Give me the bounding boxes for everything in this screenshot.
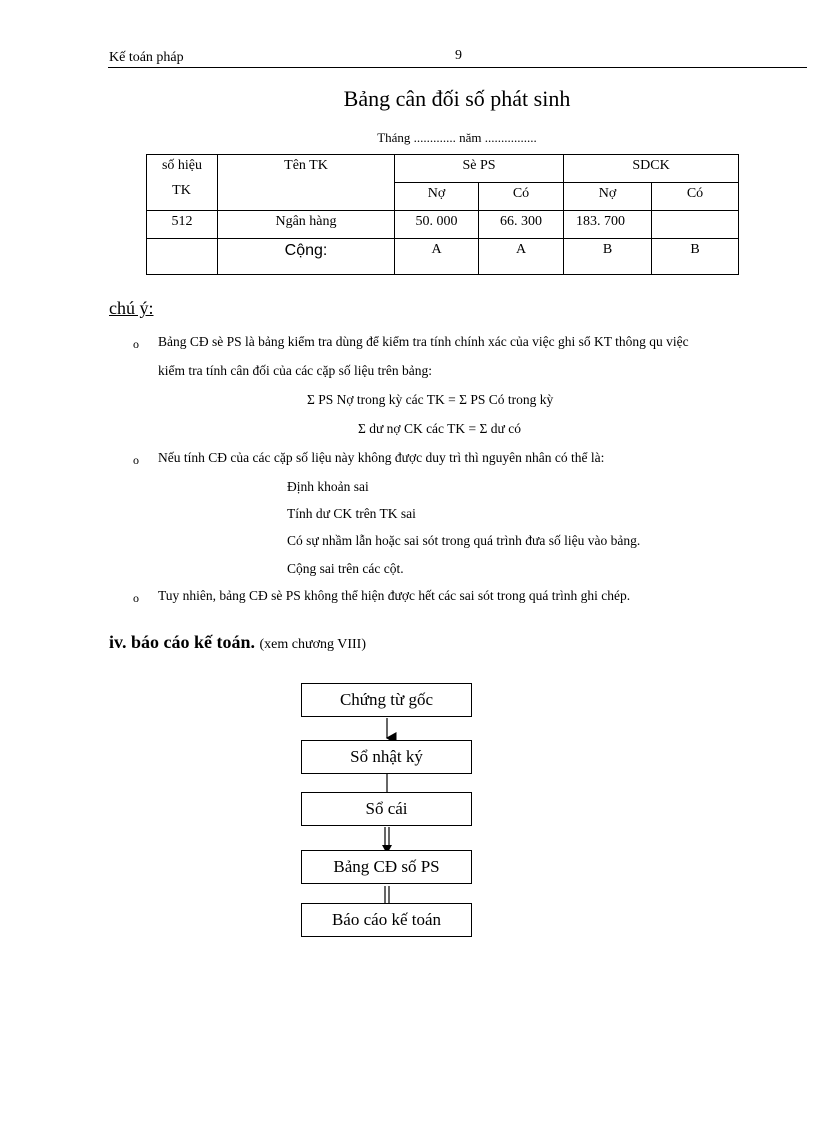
flow-box-trial-balance: Bảng CĐ số PS (301, 850, 472, 884)
period-line: Tháng ............. năm ................ (377, 130, 537, 145)
cell-ck-no: 183. 700 (564, 211, 652, 239)
note-heading: chú ý: (109, 298, 154, 318)
cause-item: Định khoản sai (287, 479, 369, 494)
flow-box-ledger: Sổ cái (301, 792, 472, 826)
page-title: Bảng cân đối số phát sinh (343, 86, 571, 111)
cause-item: Cộng sai trên các cột. (287, 561, 404, 576)
subheader-ps-no: Nợ (395, 183, 479, 211)
section-title: iv. báo cáo kế toán. (109, 632, 256, 652)
col-header-tentk: Tên TK (218, 155, 395, 211)
note-paragraph-1-line-2: kiểm tra tính cân đối của các cặp số liệu trên bảng: (158, 363, 433, 378)
bullet-icon: o (133, 337, 139, 351)
cell-total-ps-no: A (395, 239, 479, 275)
formula-1: Σ PS Nợ trong kỳ các TK = Σ PS Có trong kỳ (307, 392, 554, 407)
flow-box-financial-report: Báo cáo kế toán (301, 903, 472, 937)
cell-total-ck-no: B (564, 239, 652, 275)
subheader-ck-co: Có (652, 183, 739, 211)
formula-2: Σ dư nợ CK các TK = Σ dư có (358, 421, 521, 436)
flow-box-journal: Sổ nhật ký (301, 740, 472, 774)
running-header: Kế toán pháp (109, 50, 184, 65)
note-paragraph-3: Tuy nhiên, bảng CĐ sè PS không thể hiện được hết các sai sót trong quá trình ghi chép. (158, 588, 631, 603)
cell-ps-no: 50. 000 (395, 211, 479, 239)
cell-ps-co: 66. 300 (479, 211, 564, 239)
flow-box-source-documents: Chứng từ gốc (301, 683, 472, 717)
note-paragraph-1-line-1: Bảng CĐ sè PS là bảng kiểm tra dùng để kiểm tra tính chính xác của việc ghi sổ KT thông qu việc (158, 334, 689, 349)
cause-item: Có sự nhầm lẫn hoặc sai sót trong quá trình đưa số liệu vào bảng. (287, 533, 641, 548)
cell-total-ck-co: B (652, 239, 739, 275)
subheader-ck-no: Nợ (564, 183, 652, 211)
page-number: 9 (455, 48, 462, 63)
cell-total-ps-co: A (479, 239, 564, 275)
subheader-ps-co: Có (479, 183, 564, 211)
cell-sohieu: 512 (147, 211, 218, 239)
cell-total-label: Cộng: (218, 239, 395, 275)
col-header-sohieu-line2: TK (172, 183, 191, 198)
col-header-sohieu-line1: số hiệu (161, 158, 203, 173)
bullet-icon: o (133, 453, 139, 467)
cell-ten: Ngân hàng (218, 211, 395, 239)
col-header-sdck: SDCK (564, 155, 739, 183)
section-reference: (xem chương VIII) (259, 637, 366, 652)
cause-item: Tính dư CK trên TK sai (287, 506, 416, 521)
col-header-seps: Sè PS (395, 155, 564, 183)
note-paragraph-2: Nếu tính CĐ của các cặp số liệu này không được duy trì thì nguyên nhân có thể là: (158, 450, 605, 465)
bullet-icon: o (133, 591, 139, 605)
